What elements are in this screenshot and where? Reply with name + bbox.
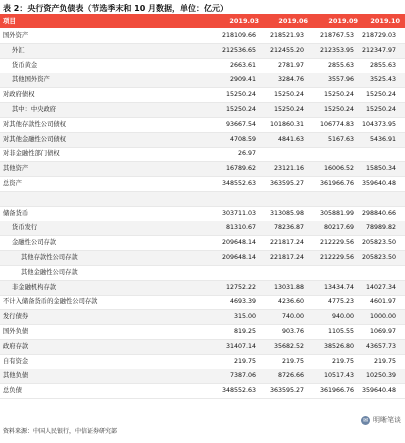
header-col-1: 2019.03 [229,17,259,25]
row-value: 940.00 [331,313,354,321]
row-value: 363595.27 [269,180,304,187]
table-row [0,266,405,281]
table-row [0,236,405,251]
row-value: 81310.67 [225,224,256,232]
row-value: 903.76 [281,328,304,335]
watermark [361,414,401,426]
row-label: 不计入储备货币的金融性公司存款 [3,298,98,306]
row-label: 对其他存款性公司债权 [3,120,66,128]
row-value: 313085.98 [269,209,304,217]
header-item: 项目 [3,17,16,25]
wechat-icon: ✉ [362,416,369,424]
row-label: 其中：中央政府 [12,106,57,113]
header-col-2: 2019.06 [278,17,308,25]
row-value: 2781.97 [277,61,304,69]
row-value: 315.00 [233,313,256,321]
row-value: 361966.76 [319,387,354,395]
row-value: 4601.97 [369,298,396,306]
row-value: 359640.48 [361,387,396,395]
row-label: 总资产 [3,180,22,187]
row-value: 16006.52 [323,165,354,173]
row-value: 218109.66 [221,32,256,39]
row-value: 15250.24 [365,106,396,113]
row-value: 218767.53 [319,32,354,39]
row-value: 15250.24 [273,106,304,113]
table-row [0,251,405,266]
row-label: 其他存款性公司存款 [21,254,78,261]
row-label: 对政府债权 [3,91,35,99]
table-row [0,88,405,103]
row-value: 4693.39 [229,298,256,306]
row-value: 2855.63 [369,61,396,69]
table-row [0,29,405,44]
row-value: 15250.24 [273,91,304,99]
row-value: 7387.06 [229,372,256,380]
table-row [0,59,405,74]
row-label: 金融性公司存款 [12,239,57,247]
row-value: 212229.56 [319,239,354,247]
row-value: 10250.39 [365,372,396,380]
row-label: 对其他金融性公司债权 [3,135,66,143]
row-value: 348552.63 [221,180,256,187]
row-value: 219.75 [233,357,256,365]
row-value: 740.00 [281,313,304,321]
row-value: 23121.16 [273,165,304,173]
row-value: 15250.24 [323,91,354,99]
table-title: 表 2：央行资产负债表（节选季末和 10 月数据，单位：亿元） [3,4,229,13]
row-label: 货币黄金 [12,61,38,69]
table-row [0,340,405,355]
row-value: 209648.14 [221,239,256,247]
row-value: 26.97 [237,150,256,158]
table-row [0,281,405,296]
row-value: 12752.22 [225,283,256,291]
row-value: 209648.14 [221,254,256,261]
row-value: 298840.66 [361,209,396,217]
row-value: 361966.76 [319,180,354,187]
table-row [0,384,405,399]
row-value: 205823.50 [361,254,396,261]
row-value: 212455.20 [269,46,304,54]
row-value: 212353.95 [319,46,354,54]
row-value: 3284.76 [277,76,304,84]
table-row [0,44,405,59]
watermark-text: 明晰笔谈 [373,416,401,424]
row-value: 93667.54 [225,120,256,128]
row-label: 外汇 [12,46,25,54]
row-value: 3525.43 [369,76,396,84]
row-value: 5167.63 [327,135,354,143]
row-label: 其他负债 [3,372,29,380]
row-value: 2663.61 [229,61,256,69]
row-value: 221817.24 [269,254,304,261]
row-label: 总负债 [3,387,22,395]
source-note: 资料来源：中国人民银行，中信证券研究部 [3,428,118,435]
row-label: 发行债券 [3,313,29,321]
row-value: 1000.00 [369,313,396,321]
row-value: 78236.87 [273,224,304,232]
row-label: 政府存款 [3,342,29,350]
table-row [0,295,405,310]
row-value: 13031.88 [273,283,304,291]
row-value: 363595.27 [269,387,304,395]
row-value: 219.75 [331,357,354,365]
row-value: 43657.73 [365,342,396,350]
row-value: 31407.14 [225,342,256,350]
table-row [0,325,405,340]
table-row [0,207,405,222]
row-value: 305881.99 [319,209,354,217]
row-value: 80217.69 [323,224,354,232]
row-value: 221817.24 [269,239,304,247]
row-value: 101860.31 [269,120,304,128]
table-row [0,355,405,370]
table-row [0,103,405,118]
row-value: 16789.62 [225,165,256,173]
row-value: 38526.80 [323,342,354,350]
row-value: 106774.83 [319,120,354,128]
row-label: 国外资产 [3,32,29,39]
row-value: 2855.63 [327,61,354,69]
row-value: 14027.34 [365,283,396,291]
table-row [0,192,405,207]
table-row [0,133,405,148]
row-label: 其他资产 [3,165,29,173]
row-label: 非金融机构存款 [12,283,57,291]
row-value: 78989.82 [365,224,396,232]
row-value: 4236.60 [277,298,304,306]
row-value: 3557.96 [327,76,354,84]
row-value: 5436.91 [369,135,396,143]
row-value: 15250.24 [225,106,256,113]
row-value: 218521.93 [269,32,304,39]
row-value: 359640.48 [361,180,396,187]
row-value: 1069.97 [369,328,396,335]
row-value: 15250.24 [323,106,354,113]
row-value: 205823.50 [361,239,396,247]
row-value: 1105.55 [327,328,354,335]
row-value: 219.75 [373,357,396,365]
table-header [0,14,405,28]
row-value: 218729.03 [361,32,396,39]
row-value: 15250.24 [225,91,256,99]
row-value: 348552.63 [221,387,256,395]
row-value: 303711.03 [221,209,256,217]
row-value: 4708.59 [229,135,256,143]
row-value: 10517.43 [323,372,354,380]
table-row [0,73,405,88]
row-label: 自有资金 [3,357,29,365]
row-label: 其他国外资产 [12,76,50,84]
row-label: 储备货币 [3,209,29,217]
table-row [0,118,405,133]
row-value: 2909.41 [229,76,256,84]
row-value: 219.75 [281,357,304,365]
table-row [0,177,405,192]
table-row [0,310,405,325]
row-value: 104373.95 [361,120,396,128]
row-value: 15850.34 [365,165,396,173]
header-col-3: 2019.09 [328,17,358,25]
row-value: 4841.63 [277,135,304,143]
table-row [0,221,405,236]
row-label: 国外负债 [3,328,29,335]
row-value: 15250.24 [365,91,396,99]
row-value: 8726.66 [277,372,304,380]
header-col-4: 2019.10 [370,17,400,25]
row-value: 212229.56 [319,254,354,261]
row-value: 212347.97 [361,46,396,54]
row-value: 4775.23 [327,298,354,306]
row-value: 35682.52 [273,342,304,350]
row-value: 13434.74 [323,283,354,291]
row-label: 其他金融性公司存款 [21,268,78,276]
row-value: 819.25 [233,328,256,335]
table-row [0,369,405,384]
row-label: 货币发行 [12,224,38,232]
table-row [0,162,405,177]
table-row [0,147,405,162]
row-label: 对非金融性部门债权 [3,150,60,158]
row-value: 212536.65 [221,46,256,54]
